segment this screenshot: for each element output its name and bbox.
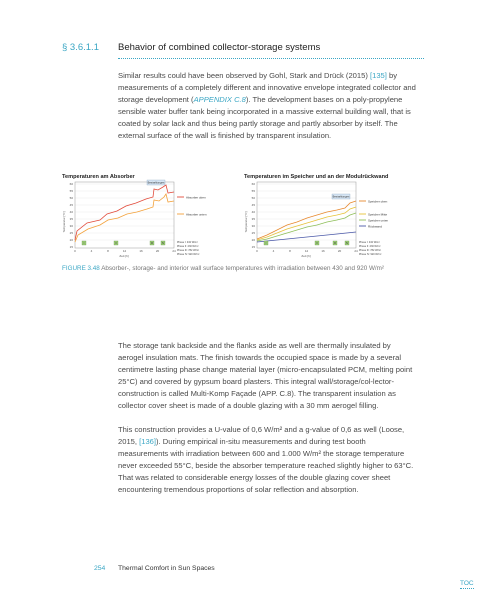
phase-box-label: II [115,242,117,245]
phase-box-label: IV [345,242,349,245]
legend-speicher-oben: Speicher oben [368,199,388,204]
right-xtick: 0 [256,249,258,253]
right-ytick: 30 [251,224,255,228]
right-y-ticks [252,182,256,249]
right-legend [359,199,389,228]
right-ytick: 45 [251,203,255,207]
right-xtick: 20 [337,249,342,253]
toc-link[interactable]: TOC [460,580,474,587]
citation-136[interactable]: [136] [139,437,157,446]
right-chart-xlabel: Zeit [h] [301,254,311,258]
paragraph-2: The storage tank backside and the flanks aside as well are thermally insulated by aerogel insulation mats. The finish towards the occupied space is made by a several centimetre lasting phase change material layer (micro-encapsulated PCM, melting point 25°C) and covered by gypsum board plasters. This integral wall/storage/col-lector-construction is called Multi-Komp Façade (APP. C.8). The transparent insulation as collector cover sheet is made of a double glazing with a 30 mm aerogel filling. [118,341,413,410]
left-chart [62,174,207,258]
phase-legend-item: Phase II: 430 W/m² [177,245,199,248]
left-chart-ylabel: Temperatur [°C] [62,211,66,233]
figure-caption [62,265,384,272]
right-x-ticks [256,249,358,253]
right-phase-markers [264,241,349,245]
left-chart-xlabel: Zeit [h] [119,254,129,258]
left-ytick: 40 [69,210,73,214]
right-xtick: 24 [354,249,358,253]
left-ytick: 60 [69,182,73,186]
legend-absorber-unten: Absorber unten [186,212,207,217]
left-ytick: 30 [69,224,73,228]
right-ytick: 25 [251,231,255,235]
left-xtick: 4 [90,249,93,253]
paragraph-1-text-b: by measurements of a completely different and innovative envelope integrated collector and storage development ( [118,71,416,104]
phase-legend-item: Phase IV: 920 W/m² [177,253,200,256]
phase-box-label: IV [161,242,165,245]
right-ytick: 60 [251,182,255,186]
left-ytick: 15 [69,245,73,249]
phase-box-label: I [265,242,267,245]
phase-box-label: III [333,242,337,245]
left-xtick: 12 [122,249,127,253]
legend-rueckwand: Rückwand [368,224,383,229]
left-xtick: 0 [74,249,76,253]
right-gridlines [257,184,356,240]
left-legend [177,195,207,216]
right-xtick: 12 [304,249,309,253]
left-xtick: 20 [155,249,160,253]
right-ytick: 20 [251,238,255,242]
phase-legend-item: Phase I: 432 W/m² [177,241,198,244]
right-callout: Bestrahlungen [332,195,350,199]
appendix-c8-link[interactable]: APPENDIX C.8 [193,95,246,104]
paragraph-1 [118,70,418,142]
section-title: Behavior of combined collector-storage systems [118,42,321,53]
absorber-oben-line [75,185,174,240]
left-gridlines [75,184,174,240]
left-x-ticks [74,249,176,253]
paragraph-3 [118,424,418,496]
paragraph-3-text-a: This construction provides a U-value of 0,6 W/m² and a g-value of 0,6 as well (Loose, 2015, [118,425,405,446]
phase-box-label: I [83,242,85,245]
figure-label: FIGURE 3.48 [62,265,100,272]
left-ytick: 45 [69,203,73,207]
legend-speicher-unten: Speicher unten [368,218,389,223]
right-ytick: 15 [251,245,255,249]
left-ytick: 35 [69,217,73,221]
phase-legend-item: Phase I: 432 W/m² [359,241,380,244]
left-chart-title: Temperaturen am Absorber [62,174,135,180]
right-chart-ylabel: Temperatur [°C] [244,211,248,233]
left-ytick: 20 [69,238,73,242]
caption-text: Absorber-, storage- and interior wall surface temperatures with irradiation between 430 and 920 W/m² [99,265,384,272]
phase-legend-item: Phase IV: 920 W/m² [359,253,382,256]
left-ytick: 25 [69,231,73,235]
right-ytick: 40 [251,210,255,214]
right-ytick: 50 [251,196,255,200]
paragraph-1-text-c: ). The development bases on a poly-propylene sensible water buffer tank being incorporated in a massive external building wall, that is coated by solar lack and thus being partly storage and partly absorber by itself. The external surface of the wall is finished by transparent insulation. [118,95,411,140]
phase-legend-item: Phase III: 782 W/m² [359,249,382,252]
temperature-charts [62,170,418,262]
page-number: 254 [94,565,106,572]
heading-dotted-rule [118,58,424,59]
right-ytick: 55 [251,189,255,193]
left-phase-legend [177,241,199,256]
rueckwand-line [257,232,356,242]
phase-legend-item: Phase III: 782 W/m² [177,249,200,252]
left-ytick: 55 [69,189,73,193]
left-xtick: 24 [172,249,176,253]
left-phase-markers [82,241,165,245]
right-xtick: 8 [289,249,291,253]
left-callout: Bestrahlungen [147,181,165,185]
right-phase-legend [359,241,381,256]
left-xtick: 16 [139,249,143,253]
left-xtick: 8 [107,249,109,253]
right-xtick: 4 [272,249,275,253]
left-ytick: 50 [69,196,73,200]
citation-135[interactable]: [135] [369,71,387,80]
running-footer-title: Thermal Comfort in Sun Spaces [118,565,215,572]
right-chart [244,174,389,258]
paragraph-1-text-a: Similar results could have been observed by Gohl, Stark and Drück (2015) [118,71,370,80]
right-chart-title: Temperaturen im Speicher und an der Modulrückwand [244,174,389,180]
left-y-ticks [70,182,74,249]
legend-absorber-oben: Absorber oben [186,195,206,200]
phase-box-label: III [150,242,154,245]
figure-3-48 [62,170,418,262]
right-xtick: 16 [321,249,325,253]
phase-box-label: II [316,242,318,245]
right-plot-area [257,182,356,248]
section-number: § 3.6.1.1 [62,42,99,53]
phase-legend-item: Phase II: 430 W/m² [359,245,381,248]
paragraph-3-text-b: ). During empirical in-situ measurements and during test booth measurements with irradiation between 600 and 1.000 W/m² the storage temperature never exceeded 55°C, beside the absorber temperature reached slightly higher to 63°C. That was related to considerable energy losses of the double glazing cover sheet encountering tremendous proportions of solar reflection and absorption. [118,437,414,494]
legend-speicher-mitte: Speicher Mitte [368,212,388,217]
right-ytick: 35 [251,217,255,221]
absorber-unten-line [75,194,174,242]
